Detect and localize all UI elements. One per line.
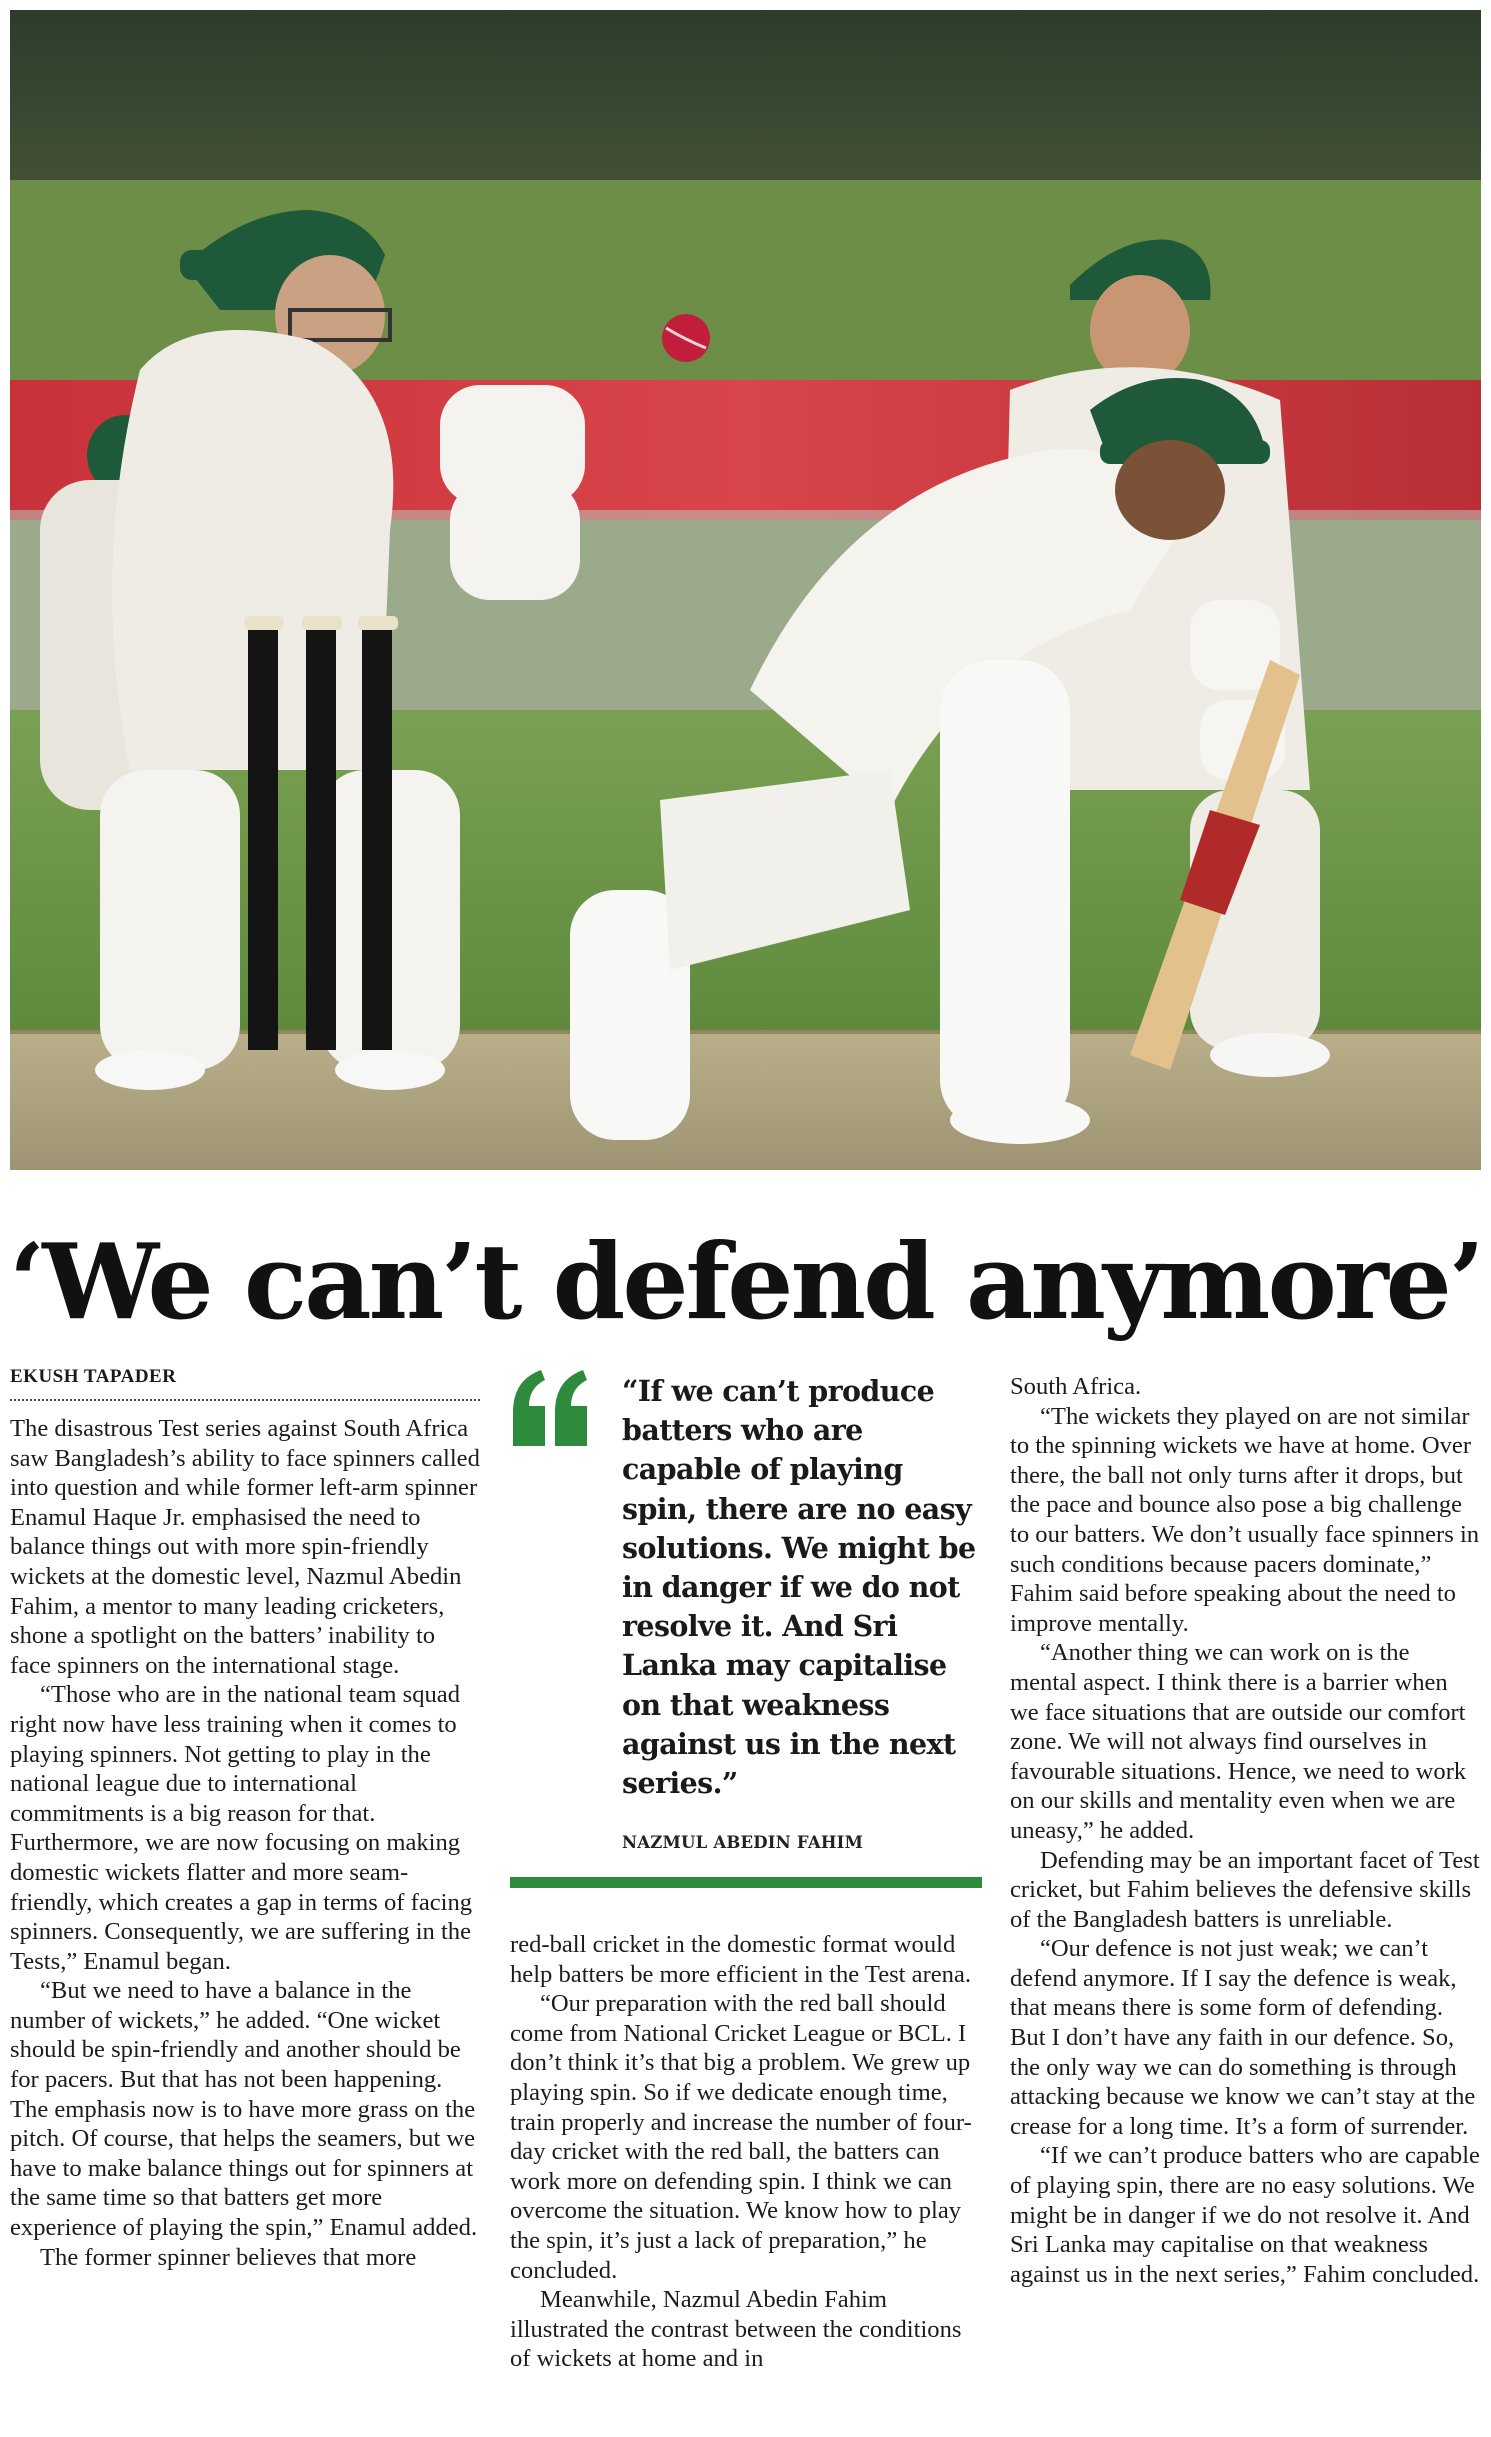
paragraph: The disastrous Test series against South Africa saw Bangladesh’s ability to face spinners called into question and while former left-arm spinner Enamul Haque Jr. emphasised the need to balance things out with more spin-friendly wickets at the domestic level, Nazmul Abedin Fahim, a mentor to many leading cricketers, shone a spotlight on the batters’ inability to face spinners on the international stage. <box>10 1415 480 1679</box>
paragraph: “But we need to have a balance in the number of wickets,” he added. “One wicket should be spin-friendly and another should be for pacers. But that has not been happening. The emphasis now is to have more grass on the pitch. Of course, that helps the seamers, but we have to make balance things out for spinners at the same time so that batters get more experience of playing the spin,” Enamul added. <box>10 1977 478 2242</box>
paragraph: “If we can’t produce batters who are capable of playing spin, there are no easy solutions. We might be in danger if we do not resolve it. And Sri Lanka may capitalise on that weakness against us in the next series,” Fahim concluded. <box>1010 2142 1480 2288</box>
pull-quote: “If we can’t produce batters who are capable of playing spin, there are no easy solutions. We might be in danger if we do not resolve it. And Sri Lanka may capitalise on that weakness against us in the next series.” <box>622 1374 976 1801</box>
headline: ‘We can’t defend anymore’ <box>8 1220 1482 1343</box>
paragraph: Defending may be an important facet of Test cricket, but Fahim believes the defensive skills of the Bangladesh batters is unreliable. <box>1010 1846 1480 1933</box>
paragraph: red-ball cricket in the domestic format would help batters be more efficient in the Test arena. <box>510 1931 972 1988</box>
column-1 <box>10 1414 480 2272</box>
paragraph: South Africa. <box>1010 1373 1142 1400</box>
column-3 <box>1010 1372 1480 2289</box>
stumps <box>244 616 398 1050</box>
paragraph: “The wickets they played on are not similar to the spinning wickets we have at home. Over there, the ball not only turns after it drops, but the pace and bounce also pose a big challenge to our batters. We don’t usually face spinners in such conditions because pacers dominate,” Fahim said before speaking about the need to improve mentally. <box>1010 1402 1480 1637</box>
paragraph: Meanwhile, Nazmul Abedin Fahim illustrated the contrast between the conditions of wickets at home and in <box>510 2286 962 2373</box>
paragraph: “Our preparation with the red ball should come from National Cricket League or BCL. I don’t think it’s that big a problem. We grew up playing spin. So if we dedicate enough time, train properly and increase the number of four-day cricket with the red ball, the batters can work more on defending spin. I think we can overcome the situation. We know how to play the spin, it’s just a lack of preparation,” he concluded. <box>510 1990 972 2284</box>
byline: EKUSH TAPADER <box>10 1366 177 1387</box>
pull-quote-divider <box>510 1877 982 1888</box>
cricket-photo-illustration <box>10 10 1481 1170</box>
paragraph: “Another thing we can work on is the mental aspect. I think there is a barrier when we face situations that are outside our comfort zone. We will not always find ourselves in favourable situations. Hence, we need to work on our skills and mentality even when we are uneasy,” he added. <box>1010 1639 1467 1844</box>
paragraph: “Our defence is not just weak; we can’t defend anymore. If I say the defence is weak, that means there is some form of defending. But I don’t have any faith in our defence. So, the only way we can do something is through attacking because we know we can’t stay at the crease for a long time. It’s a form of surrender. <box>1010 1935 1476 2140</box>
quote-mark-icon <box>505 1362 595 1452</box>
paragraph: “Those who are in the national team squad right now have less training when it comes to playing spinners. Not getting to play in the national league due to international commitments is a big reason for that. Furthermore, we are now focusing on making domestic wickets flatter and more seam-friendly, which creates a gap in terms of facing spinners. Consequently, we are suffering in the Tests,” Enamul began. <box>10 1681 473 1975</box>
column-2 <box>510 1930 980 2374</box>
pull-quote-attribution: NAZMUL ABEDIN FAHIM <box>622 1833 864 1852</box>
article-photo <box>10 10 1481 1170</box>
paragraph: The former spinner believes that more <box>40 2243 417 2271</box>
byline-divider <box>10 1399 480 1401</box>
